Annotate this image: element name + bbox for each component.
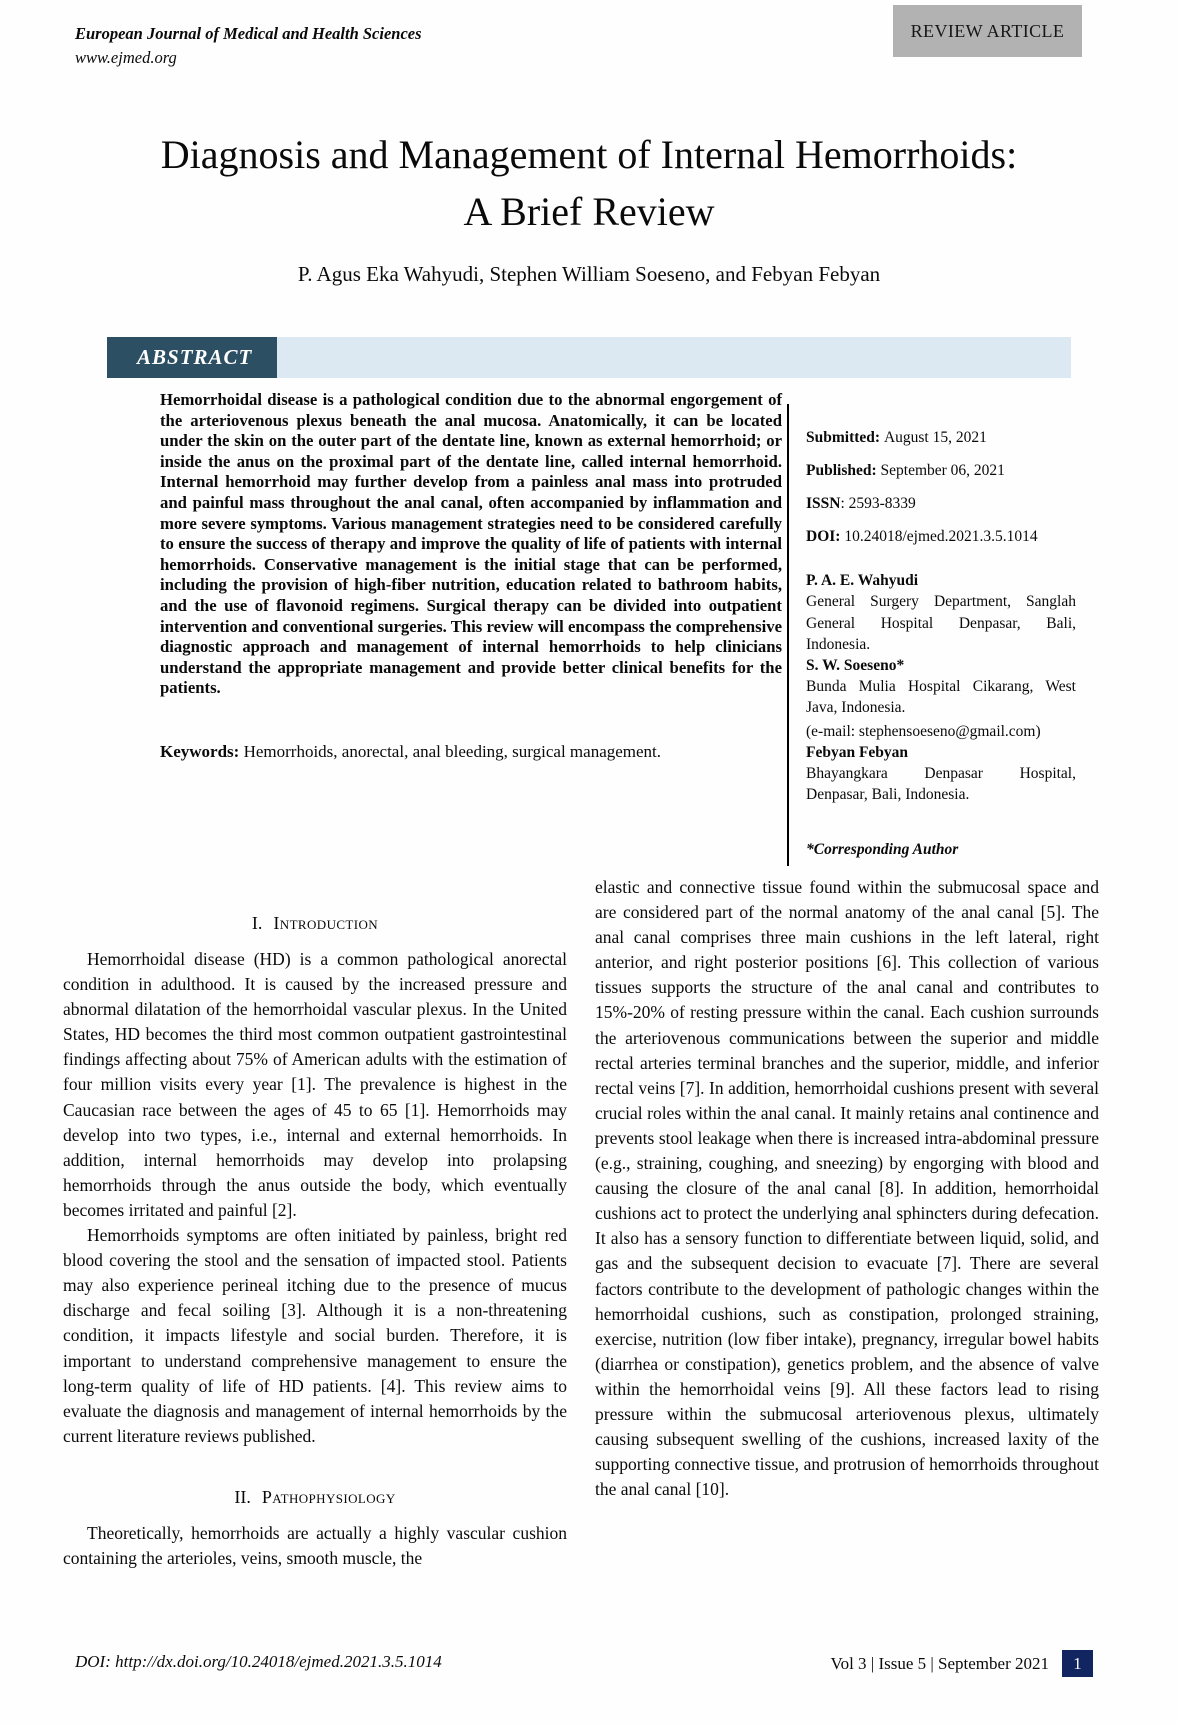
footer-issue-info bbox=[830, 1650, 1093, 1677]
author-affiliations bbox=[806, 571, 1076, 860]
column-divider-rule bbox=[787, 404, 789, 866]
author-name: P. A. E. Wahyudi bbox=[806, 572, 919, 589]
published-label: Published: bbox=[806, 462, 881, 479]
section-title: Pathophysiology bbox=[261, 1486, 396, 1507]
left-column bbox=[63, 875, 567, 1571]
submitted-date bbox=[806, 428, 1076, 448]
section-title: Introduction bbox=[273, 913, 379, 933]
article-type-badge: REVIEW ARTICLE bbox=[893, 5, 1082, 57]
section-number: I. bbox=[251, 913, 263, 933]
author-affiliation: General Surgery Department, Sanglah General Hospital Denpasar, Bali, Indonesia. bbox=[806, 593, 1076, 653]
footer-doi: DOI: http://dx.doi.org/10.24018/ejmed.2021.3.5.1014 bbox=[75, 1652, 442, 1671]
keywords-text: Hemorrhoids, anorectal, anal bleeding, surgical management. bbox=[239, 742, 662, 761]
page-title bbox=[0, 126, 1178, 240]
submitted-label: Submitted: bbox=[806, 429, 884, 446]
page-number-badge: 1 bbox=[1062, 1650, 1093, 1677]
section-heading-introduction bbox=[63, 913, 567, 934]
issn-label: ISSN bbox=[806, 495, 841, 512]
author-block bbox=[806, 743, 1076, 806]
abstract-header-bar bbox=[277, 337, 1071, 378]
issn-value: : 2593-8339 bbox=[840, 495, 916, 512]
title-line-2: A Brief Review bbox=[463, 189, 715, 234]
author-affiliation: Bunda Mulia Hospital Cikarang, West Java, Indonesia. bbox=[806, 677, 1076, 716]
issn bbox=[806, 494, 1076, 514]
pathophysiology-paragraph-continuation: elastic and connective tissue found within the submucosal space and are considered part of the normal anatomy of the anal canal [5]. The anal canal comprises three main cushions in the left lateral, right anterior, and right posterior positions [6]. This collection of various tissues supports the structure of the anal canal and contributes to 15%-20% of resting pressure within the canal. Each cushion surrounds the arteriovenous communications between the superior and middle rectal arteries terminal branches and the superior, middle, and inferior rectal veins [7]. In addition, hemorrhoidal cushions present with several crucial roles within the anal canal. It mainly retains anal continence and prevents stool leakage when there is increased intra-abdominal pressure (e.g., straining, coughing, and sneezing) by engorging with blood and causing the closure of the anal canal [8]. In addition, hemorrhoidal cushions act to protect the underlying anal sphincters during defecation. It also has a sensory function to differentiate between liquid, solid, and gas and the subsequent decision to evacuate [7]. There are several factors contribute to the development of pathologic changes within the hemorrhoidal cushions, such as constipation, prolonged straining, exercise, nutrition (low fiber intake), pregnancy, irregular bowel habits (diarrhea or constipation), genetics problem, and the absence of valve within the hemorrhoidal veins [9]. All these factors lead to rising pressure within the submucosal arteriovenous plexus, ultimately causing subsequent swelling of the cushions, increased laxity of the supporting connective tissue, and protrusion of hemorrhoids throughout the anal canal [10]. bbox=[595, 877, 1099, 1500]
keywords-label: Keywords: bbox=[160, 742, 240, 761]
journal-header bbox=[75, 22, 422, 70]
intro-paragraph-1: Hemorrhoidal disease (HD) is a common pathological anorectal condition in adulthood. It is caused by the increased pressure and abnormal dilatation of the hemorrhoidal vascular plexus. In the United States, HD becomes the third most common outpatient gastrointestinal findings affecting about 75% of American adults with the estimation of four million visits every year [1]. The prevalence is highest in the Caucasian race between the ages of 45 to 65 [1]. Hemorrhoids may develop into two types, i.e., internal and external hemorrhoids. In addition, internal hemorrhoids may develop into prolapsing hemorrhoids through the anus outside the body, which eventually becomes irritated and painful [2]. bbox=[63, 949, 567, 1220]
doi bbox=[806, 527, 1076, 547]
corresponding-author-note: *Corresponding Author bbox=[806, 840, 959, 858]
doi-label: DOI: bbox=[806, 528, 845, 545]
author-affiliation: Bhayangkara Denpasar Hospital, Denpasar, Bali, Indonesia. bbox=[806, 764, 1076, 803]
author-byline: P. Agus Eka Wahyudi, Stephen William Soeseno, and Febyan Febyan bbox=[297, 262, 881, 286]
author-block bbox=[806, 656, 1076, 742]
volume-issue-date: Vol 3 | Issue 5 | September 2021 bbox=[830, 1653, 1049, 1673]
right-column bbox=[595, 875, 1099, 1571]
pathophysiology-paragraph-start: Theoretically, hemorrhoids are actually a highly vascular cushion containing the arterioles, veins, smooth muscle, the bbox=[63, 1522, 567, 1568]
article-metadata bbox=[806, 428, 1076, 860]
author-name: Febyan Febyan bbox=[806, 743, 909, 761]
doi-value: 10.24018/ejmed.2021.3.5.1014 bbox=[844, 528, 1038, 545]
published-value: September 06, 2021 bbox=[880, 462, 1005, 479]
submitted-value: August 15, 2021 bbox=[883, 429, 987, 446]
intro-paragraph-2: Hemorrhoids symptoms are often initiated by painless, bright red blood covering the stool and the sensation of impacted stool. Patients may also experience perineal itching due to the presence of mucus discharge and fecal soiling [3]. Although it is a non-threatening condition, it impacts lifestyle and social burden. Therefore, it is important to understand comprehensive management to ensure the long-term quality of life of HD patients. [4]. This review aims to evaluate the diagnosis and management of internal hemorrhoids by the current literature reviews published. bbox=[63, 1225, 567, 1446]
author-email: (e-mail: stephensoeseno@gmail.com) bbox=[806, 722, 1041, 740]
section-number: II. bbox=[234, 1486, 251, 1507]
published-date bbox=[806, 461, 1076, 481]
abstract-header bbox=[107, 337, 1071, 378]
keywords-line bbox=[160, 742, 782, 762]
body-columns bbox=[63, 875, 1100, 1571]
section-heading-pathophysiology bbox=[63, 1487, 567, 1508]
author-name: S. W. Soeseno* bbox=[806, 656, 905, 674]
author-block bbox=[806, 571, 1076, 656]
journal-url: www.ejmed.org bbox=[75, 48, 177, 67]
abstract-label: ABSTRACT bbox=[107, 337, 277, 378]
abstract-text: Hemorrhoidal disease is a pathological condition due to the abnormal engorgement of the arteriovenous plexus beneath the anal mucosa. Anatomically, it can be located under the skin on the outer part of the dentate line, known as external hemorrhoid; or inside the anus on the proximal part of the dentate line, called internal hemorrhoid. Internal hemorrhoid may further develop from a painless anal mass into protruded and painful mass throughout the anal canal, often accompanied by inflammation and more severe symptoms. Various management strategies need to be considered carefully to ensure the success of therapy and improve the quality of life of patients with internal hemorrhoids. Conservative management is the initial stage that can be performed, including the provision of high-fiber nutrition, education related to bathroom habits, and the use of flavonoid regimens. Surgical therapy can be divided into outpatient intervention and conventional surgeries. This review will encompass the comprehensive diagnostic approach and management of internal hemorrhoids to help clinicians understand the appropriate management and provide better clinical benefits for the patients. bbox=[160, 390, 782, 698]
title-line-1: Diagnosis and Management of Internal Hemorrhoids: bbox=[160, 132, 1018, 177]
journal-name: European Journal of Medical and Health Sciences bbox=[75, 24, 422, 43]
